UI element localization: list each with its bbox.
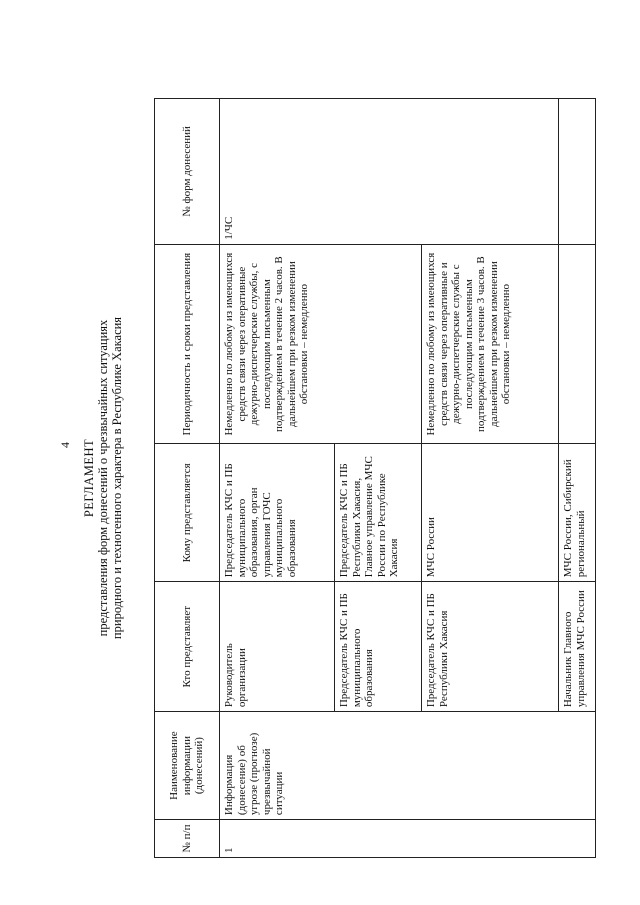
header-form: № форм донесений xyxy=(155,99,220,245)
row-form-empty xyxy=(559,99,596,245)
rotated-document xyxy=(82,98,587,858)
table-header-row xyxy=(155,99,220,858)
page-number: 4 xyxy=(58,442,72,448)
row-who-1: Руководитель организации xyxy=(220,582,335,712)
title-line-3: природного и техногенного характера в Республике Хакасия xyxy=(110,316,124,640)
row-who-4: Начальник Главного управления МЧС России xyxy=(559,582,596,712)
row-to-4: МЧС России, Сибирский региональный xyxy=(559,444,596,582)
report-table xyxy=(154,98,596,858)
title-line-1: РЕГЛАМЕНТ xyxy=(82,438,96,518)
header-num: № п/п xyxy=(155,820,220,858)
title-line-2: представления форм донесений о чрезвычайных ситуациях xyxy=(96,319,110,637)
row-to-1: Председатель КЧС и ПБ муниципального образования, орган управления ГОЧС муниципального образования xyxy=(220,444,335,582)
table-row xyxy=(220,99,335,858)
row-to-2: Председатель КЧС и ПБ Республики Хакасия, Главное управление МЧС России по Республике Хакасия xyxy=(335,444,422,582)
row-number: 1 xyxy=(220,820,596,858)
row-period-3 xyxy=(559,244,596,444)
header-name: Наименование информации (донесений) xyxy=(155,712,220,820)
header-to: Кому представляется xyxy=(155,444,220,582)
header-period: Периодичность и сроки представления xyxy=(155,244,220,444)
row-form: 1/ЧС xyxy=(220,99,559,245)
header-who: Кто представляет xyxy=(155,582,220,712)
row-who-2: Председатель КЧС и ПБ муниципального образования xyxy=(335,582,422,712)
document-title xyxy=(82,98,124,858)
row-to-3: МЧС России xyxy=(422,444,559,582)
row-period-1: Немедленно по любому из имеющихся средств связи через оперативные дежурно-диспетчерские службы, с последующим письменным подтверждением в течение 2 часов. В дальнейшем при резком изменении обстановки – немедленно xyxy=(220,244,422,444)
row-info-name: Информация (донесение) об угрозе (прогнозе) чрезвычайной ситуации xyxy=(220,712,596,820)
row-who-3: Председатель КЧС и ПБ Республики Хакасия xyxy=(422,582,559,712)
row-period-2: Немедленно по любому из имеющихся средств связи через оперативные и дежурно-диспетчерские службы с последующим письменным подтверждением в течение 3 часов. В дальнейшем при резком изменении обстановки – немедленно xyxy=(422,244,559,444)
